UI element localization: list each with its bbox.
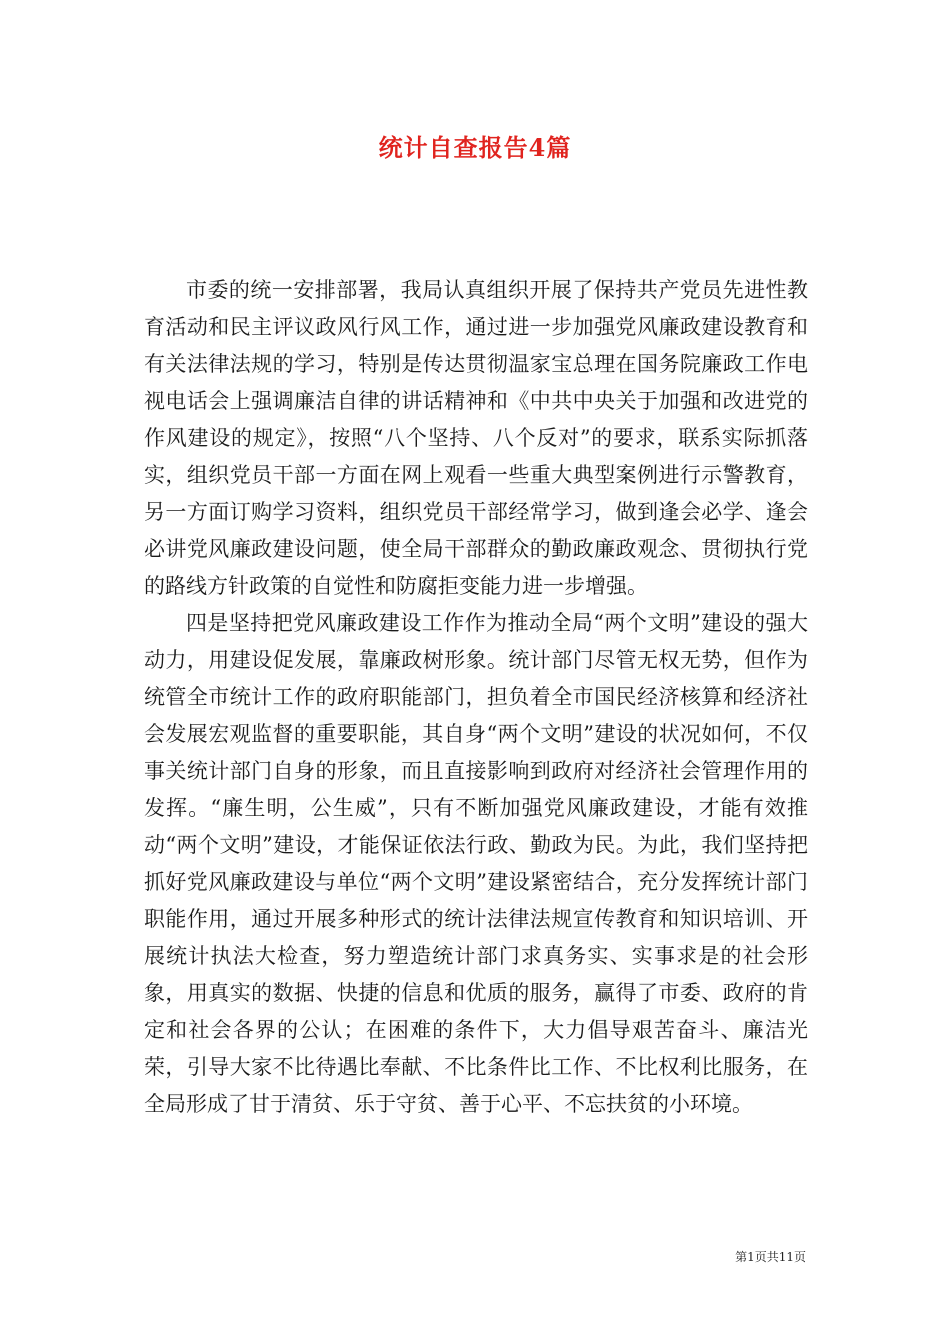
document-body	[144, 272, 808, 1123]
page-number-footer: 第1页共11页	[735, 1250, 806, 1264]
paragraph-1: 市委的统一安排部署，我局认真组织开展了保持共产党员先进性教育活动和民主评议政风行风工作，通过进一步加强党风廉政建设教育和有关法律法规的学习，特别是传达贯彻温家宝总理在国务院廉政工作电视电话会上强调廉洁自律的讲话精神和《中共中央关于加强和改进党的作风建设的规定》，按照“八个坚持、八个反对”的要求，联系实际抓落实，组织党员干部一方面在网上观看一些重大典型案例进行示警教育，另一方面订购学习资料，组织党员干部经常学习，做到逢会必学、逢会必讲党风廉政建设问题，使全局干部群众的勤政廉政观念、贯彻执行党的路线方针政策的自觉性和防腐拒变能力进一步增强。	[144, 278, 808, 598]
paragraph-2: 四是坚持把党风廉政建设工作作为推动全局“两个文明”建设的强大动力，用建设促发展，靠廉政树形象。统计部门尽管无权无势，但作为统管全市统计工作的政府职能部门，担负着全市国民经济核算和经济社会发展宏观监督的重要职能，其自身“两个文明”建设的状况如何，不仅事关统计部门自身的形象，而且直接影响到政府对经济社会管理作用的发挥。“廉生明，公生威”，只有不断加强党风廉政建设，才能有效推动“两个文明”建设，才能保证依法行政、勤政为民。为此，我们坚持把抓好党风廉政建设与单位“两个文明”建设紧密结合，充分发挥统计部门职能作用，通过开展多种形式的统计法律法规宣传教育和知识培训、开展统计执法大检查，努力塑造统计部门求真务实、实事求是的社会形象，用真实的数据、快捷的信息和优质的服务，赢得了市委、政府的肯定和社会各界的公认；在困难的条件下，大力倡导艰苦奋斗、廉洁光荣，引导大家不比待遇比奉献、不比条件比工作、不比权利比服务，在全局形成了甘于清贫、乐于守贫、善于心平、不忘扶贫的小环境。	[144, 611, 808, 1116]
document-title: 统计自查报告4篇	[378, 133, 572, 162]
